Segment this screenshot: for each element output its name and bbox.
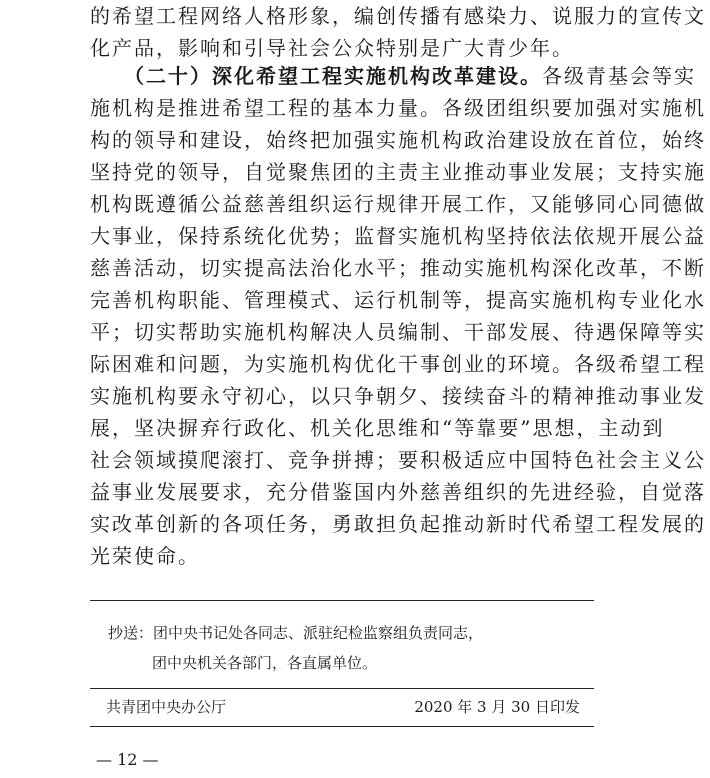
section-heading-line: [90, 60, 696, 92]
text-line: 益事业发展要求，充分借鉴国内外慈善组织的先进经验，自觉落: [90, 480, 706, 504]
issue-date: 2020 年 3 月 30 日印发: [414, 698, 580, 716]
text-line: 实施机构要永守初心，以只争朝夕、接续奋斗的精神推动事业发: [90, 384, 706, 408]
text-line: 际困难和问题，为实施机构优化干事创业的环境。各级希望工程: [90, 352, 706, 376]
issuing-office: 共青团中央办公厅: [106, 698, 227, 716]
section-heading: （二十）深化希望工程实施机构改革建设。: [124, 64, 542, 88]
footer-middle-rule: [90, 688, 594, 689]
text-line: 坚持党的领导，自觉聚焦团的主责主业推动事业发展；支持实施: [90, 160, 706, 184]
text-line: 的希望工程网络人格形象，编创传播有感染力、说服力的宣传文: [90, 4, 706, 28]
previous-paragraph-tail: [90, 0, 706, 64]
text-line: 实改革创新的各项任务，勇敢担负起推动新时代希望工程发展的: [90, 512, 706, 536]
text-line: 各级青基会等实: [542, 64, 696, 88]
page-number: — 12 —: [96, 750, 159, 769]
text-line: 化产品，影响和引导社会公众特别是广大青少年。: [90, 36, 574, 60]
section-20-paragraph: [90, 60, 706, 572]
text-line: 大事业，保持系统化优势；监督实施机构坚持依法依规开展公益: [90, 224, 706, 248]
text-line: 慈善活动，切实提高法治化水平；推动实施机构深化改革，不断: [90, 256, 706, 280]
text-line: 施机构是推进希望工程的基本力量。各级团组织要加强对实施机: [90, 96, 706, 120]
text-line: 构的领导和建设，始终把加强实施机构政治建设放在首位，始终: [90, 128, 706, 152]
text-line: 完善机构职能、管理模式、运行机制等，提高实施机构专业化水: [90, 288, 706, 312]
cc-recipients-line-1: 抄送：团中央书记处各同志、派驻纪检监察组负责同志，: [108, 624, 484, 642]
footer-bottom-rule: [90, 726, 594, 727]
text-line: 机构既遵循公益慈善组织运行规律开展工作，又能够同心同德做: [90, 192, 706, 216]
cc-recipients-line-2: 团中央机关各部门，各直属单位。: [152, 654, 378, 672]
text-line: 社会领域摸爬滚打、竞争拼搏；要积极适应中国特色社会主义公: [90, 448, 706, 472]
text-line: 展，坚决摒弃行政化、机关化思维和“等靠要”思想，主动到: [90, 416, 665, 440]
footer-top-rule: [90, 600, 594, 601]
text-line: 光荣使命。: [90, 544, 200, 568]
text-line: 平；切实帮助实施机构解决人员编制、干部发展、待遇保障等实: [90, 320, 706, 344]
